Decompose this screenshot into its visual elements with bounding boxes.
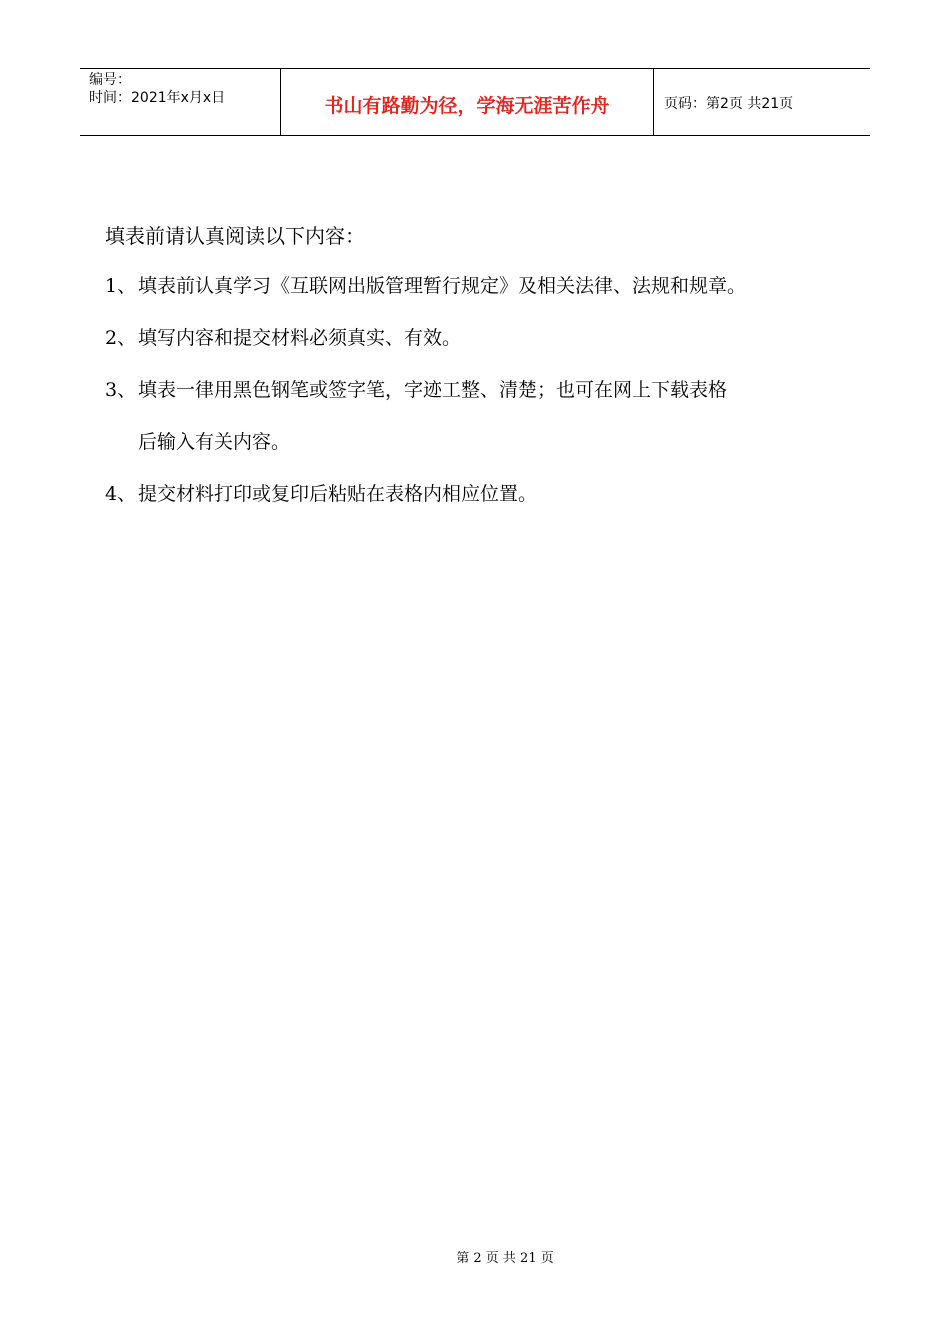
instruction-number: 1、 — [105, 275, 137, 297]
instructions-section — [105, 221, 865, 531]
page-header — [80, 68, 870, 136]
instruction-number: 3、 — [105, 379, 137, 401]
document-date-label: 时间：2021年x月x日 — [89, 90, 226, 106]
instruction-item — [105, 323, 865, 353]
header-motto: 书山有路勤为径，学海无涯苦作舟 — [281, 69, 654, 135]
document-number-label: 编号： — [89, 72, 131, 88]
instruction-number: 4、 — [105, 483, 137, 505]
instruction-item — [105, 271, 865, 301]
instruction-number: 2、 — [105, 327, 137, 349]
instruction-item — [105, 479, 865, 509]
instruction-text: 提交材料打印或复印后粘贴在表格内相应位置。 — [138, 483, 538, 505]
header-page-number: 页码：第2页 共21页 — [664, 96, 794, 112]
instruction-text: 填表前认真学习《互联网出版管理暂行规定》及相关法律、法规和规章。 — [138, 275, 747, 297]
instruction-text: 填写内容和提交材料必须真实、有效。 — [138, 327, 462, 349]
page-footer: 第 2 页 共 21 页 — [456, 1251, 554, 1266]
instruction-item — [105, 375, 865, 457]
header-meta — [80, 69, 281, 135]
instruction-text-continuation: 后输入有关内容。 — [138, 431, 291, 453]
instruction-text: 填表一律用黑色钢笔或签字笔，字迹工整、清楚；也可在网上下载表格 — [138, 379, 728, 401]
instructions-heading: 填表前请认真阅读以下内容： — [105, 224, 365, 248]
